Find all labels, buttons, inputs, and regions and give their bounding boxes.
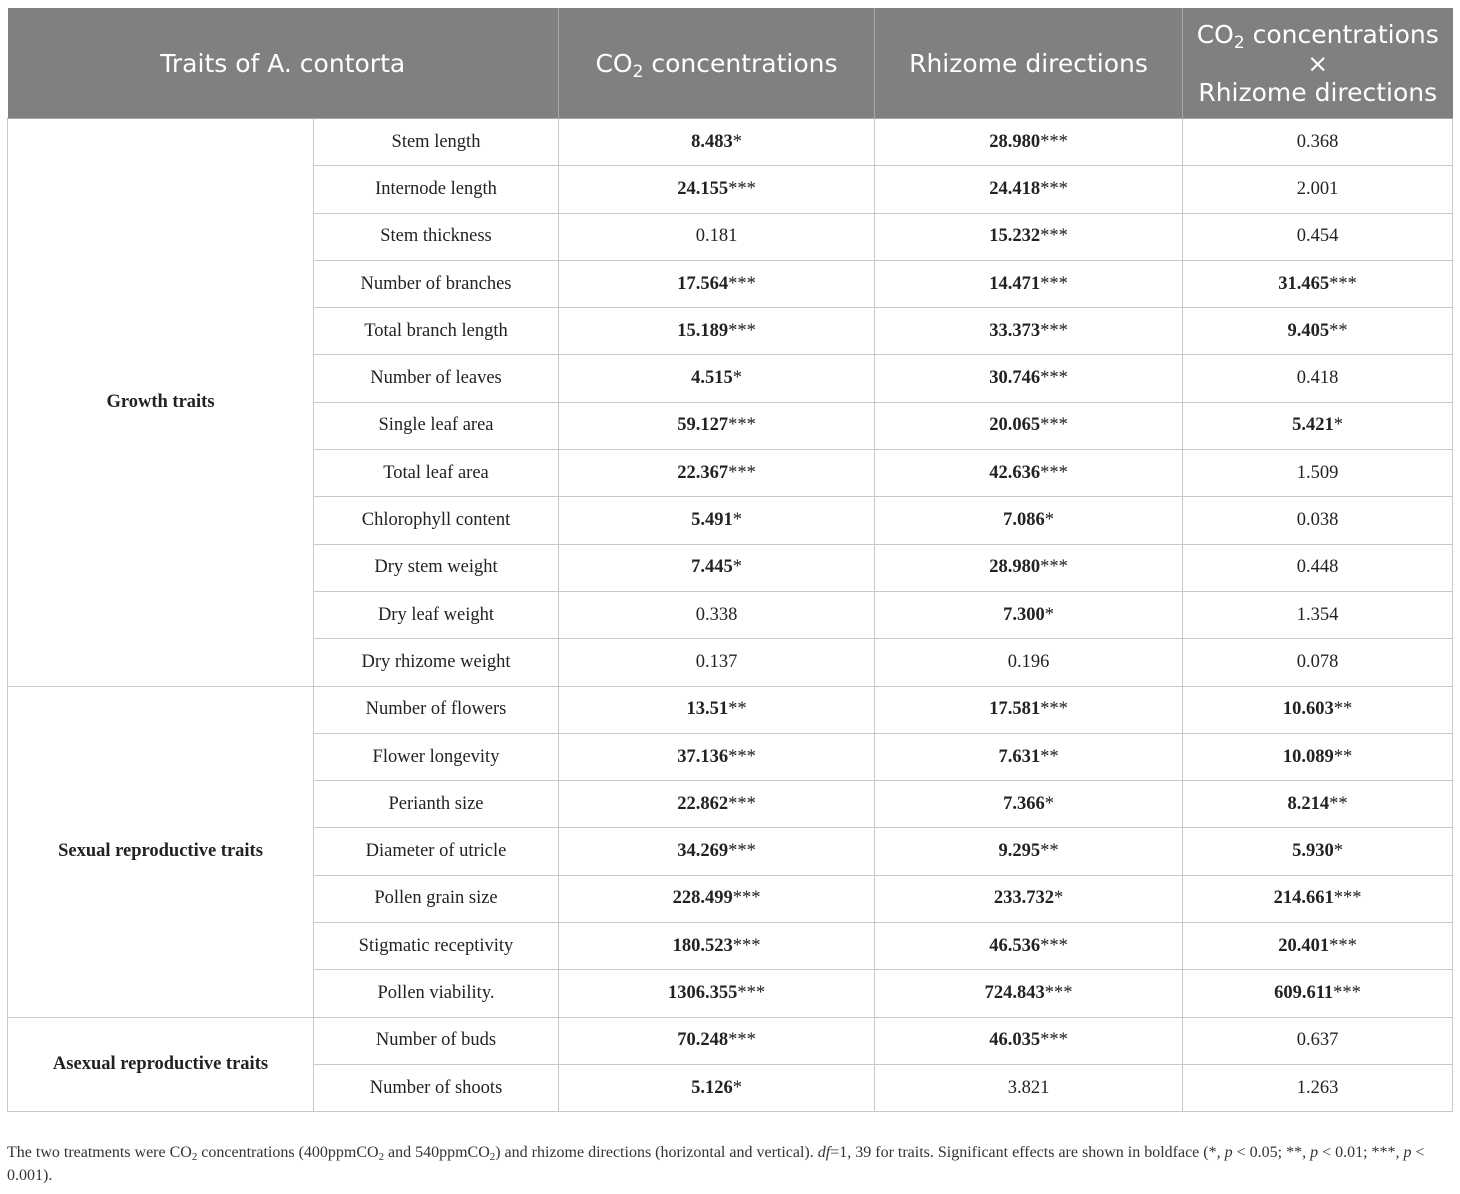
significance-stars: * bbox=[732, 368, 742, 389]
f-value: 22.367 bbox=[677, 462, 729, 483]
table-row bbox=[8, 1017, 1453, 1064]
f-value-cell bbox=[559, 166, 875, 213]
f-value: 30.746 bbox=[989, 368, 1041, 389]
f-value: 0.637 bbox=[1296, 1030, 1339, 1051]
f-value: 0.418 bbox=[1296, 368, 1339, 389]
f-value: 15.189 bbox=[677, 320, 729, 341]
anova-results-table bbox=[7, 8, 1453, 1112]
f-value: 37.136 bbox=[677, 746, 729, 767]
f-value-cell bbox=[559, 1017, 875, 1064]
significance-stars: *** bbox=[1329, 935, 1357, 956]
f-value: 1.354 bbox=[1296, 604, 1339, 625]
trait-name: Total branch length bbox=[314, 308, 559, 355]
significance-stars: *** bbox=[1040, 368, 1068, 389]
trait-name: Number of flowers bbox=[314, 686, 559, 733]
f-value-cell bbox=[875, 875, 1183, 922]
f-value-cell bbox=[559, 733, 875, 780]
f-value: 7.086 bbox=[1003, 510, 1045, 531]
f-value-cell bbox=[875, 544, 1183, 591]
f-value-cell bbox=[1183, 733, 1453, 780]
f-value-cell bbox=[875, 733, 1183, 780]
f-value-cell bbox=[875, 213, 1183, 260]
trait-name: Chlorophyll content bbox=[314, 497, 559, 544]
f-value-cell bbox=[875, 166, 1183, 213]
trait-name: Stigmatic receptivity bbox=[314, 923, 559, 970]
significance-stars: * bbox=[1044, 793, 1054, 814]
f-value: 0.137 bbox=[695, 651, 738, 672]
f-value-cell bbox=[1183, 308, 1453, 355]
trait-name: Single leaf area bbox=[314, 402, 559, 449]
f-value: 5.491 bbox=[691, 510, 733, 531]
significance-stars: * bbox=[1333, 841, 1343, 862]
significance-stars: * bbox=[1044, 510, 1054, 531]
significance-stars: * bbox=[1044, 604, 1054, 625]
significance-stars: ** bbox=[1040, 841, 1059, 862]
f-value: 70.248 bbox=[677, 1030, 729, 1051]
f-value: 0.038 bbox=[1296, 510, 1339, 531]
f-value-cell bbox=[559, 308, 875, 355]
trait-name: Diameter of utricle bbox=[314, 828, 559, 875]
f-value: 0.078 bbox=[1296, 651, 1339, 672]
f-value-cell bbox=[559, 1064, 875, 1111]
f-value: 14.471 bbox=[989, 273, 1041, 294]
f-value-cell bbox=[1183, 923, 1453, 970]
f-value: 228.499 bbox=[672, 888, 733, 909]
significance-stars: *** bbox=[728, 273, 756, 294]
f-value: 7.445 bbox=[691, 557, 733, 578]
significance-stars: ** bbox=[728, 699, 747, 720]
f-value-cell bbox=[1183, 497, 1453, 544]
f-value: 214.661 bbox=[1273, 888, 1334, 909]
table-row bbox=[8, 119, 1453, 166]
f-value-cell bbox=[875, 591, 1183, 638]
f-value: 59.127 bbox=[677, 415, 729, 436]
trait-name: Perianth size bbox=[314, 781, 559, 828]
significance-stars: *** bbox=[728, 462, 756, 483]
significance-stars: *** bbox=[728, 320, 756, 341]
anova-table-container bbox=[7, 8, 1452, 1112]
f-value-cell bbox=[559, 639, 875, 686]
significance-stars: *** bbox=[728, 1030, 756, 1051]
f-value: 7.300 bbox=[1003, 604, 1045, 625]
f-value: 24.155 bbox=[677, 178, 729, 199]
f-value-cell bbox=[875, 355, 1183, 402]
significance-stars: ** bbox=[1329, 793, 1348, 814]
trait-group-label: Asexual reproductive traits bbox=[8, 1017, 314, 1112]
significance-stars: *** bbox=[1040, 1030, 1068, 1051]
f-value-cell bbox=[559, 591, 875, 638]
f-value-cell bbox=[1183, 166, 1453, 213]
f-value-cell bbox=[875, 639, 1183, 686]
f-value: 33.373 bbox=[989, 320, 1041, 341]
f-value-cell bbox=[1183, 875, 1453, 922]
significance-stars: * bbox=[732, 510, 742, 531]
f-value-cell bbox=[559, 970, 875, 1017]
f-value-cell bbox=[875, 308, 1183, 355]
trait-name: Pollen grain size bbox=[314, 875, 559, 922]
trait-name: Number of leaves bbox=[314, 355, 559, 402]
f-value-cell bbox=[875, 923, 1183, 970]
f-value: 34.269 bbox=[677, 841, 729, 862]
f-value-cell bbox=[559, 213, 875, 260]
f-value: 15.232 bbox=[989, 226, 1041, 247]
significance-stars: *** bbox=[1040, 320, 1068, 341]
significance-stars: * bbox=[1053, 888, 1064, 909]
f-value: 22.862 bbox=[677, 793, 729, 814]
f-value-cell bbox=[875, 119, 1183, 166]
f-value: 28.980 bbox=[989, 557, 1041, 578]
trait-name: Dry rhizome weight bbox=[314, 639, 559, 686]
f-value-cell bbox=[1183, 828, 1453, 875]
f-value-cell bbox=[875, 1064, 1183, 1111]
f-value: 180.523 bbox=[672, 935, 733, 956]
f-value: 7.631 bbox=[998, 746, 1041, 767]
f-value: 17.564 bbox=[677, 273, 729, 294]
f-value-cell bbox=[559, 402, 875, 449]
header-interaction: $CO_2$ concentrations × Rhizome directions bbox=[1183, 8, 1453, 119]
trait-name: Internode length bbox=[314, 166, 559, 213]
significance-stars: *** bbox=[1040, 462, 1068, 483]
significance-stars: * bbox=[732, 557, 742, 578]
trait-name: Stem thickness bbox=[314, 213, 559, 260]
significance-stars: * bbox=[1333, 415, 1343, 436]
f-value: 4.515 bbox=[691, 368, 733, 389]
trait-name: Number of branches bbox=[314, 260, 559, 307]
f-value-cell bbox=[559, 450, 875, 497]
f-value: 20.065 bbox=[989, 415, 1041, 436]
f-value: 13.51 bbox=[686, 699, 729, 720]
table-row bbox=[8, 686, 1453, 733]
trait-name: Flower longevity bbox=[314, 733, 559, 780]
f-value-cell bbox=[1183, 544, 1453, 591]
trait-group-label: Sexual reproductive traits bbox=[8, 686, 314, 1017]
significance-stars: *** bbox=[1329, 273, 1357, 294]
significance-stars: ** bbox=[1040, 746, 1059, 767]
f-value: 0.196 bbox=[1007, 651, 1050, 672]
f-value-cell bbox=[1183, 686, 1453, 733]
significance-stars: *** bbox=[1044, 982, 1073, 1003]
f-value: 0.338 bbox=[695, 604, 738, 625]
f-value: 9.295 bbox=[998, 841, 1041, 862]
f-value: 31.465 bbox=[1278, 273, 1330, 294]
f-value: 3.821 bbox=[1007, 1077, 1050, 1098]
f-value: 8.483 bbox=[691, 131, 733, 152]
f-value: 609.611 bbox=[1274, 982, 1334, 1003]
f-value-cell bbox=[875, 686, 1183, 733]
header-co2-concentrations: $CO_2$ concentrations bbox=[559, 8, 875, 119]
f-value: 233.732 bbox=[993, 888, 1054, 909]
f-value-cell bbox=[1183, 639, 1453, 686]
significance-stars: *** bbox=[728, 178, 756, 199]
f-value: 0.181 bbox=[695, 226, 738, 247]
trait-name: Dry stem weight bbox=[314, 544, 559, 591]
f-value-cell bbox=[559, 497, 875, 544]
significance-stars: *** bbox=[1040, 935, 1068, 956]
f-value-cell bbox=[559, 544, 875, 591]
significance-stars: ** bbox=[1333, 746, 1353, 767]
header-rhizome-directions: Rhizome directions bbox=[875, 8, 1183, 119]
table-header-row bbox=[8, 8, 1453, 119]
f-value-cell bbox=[875, 260, 1183, 307]
f-value: 724.843 bbox=[984, 982, 1045, 1003]
f-value: 10.603 bbox=[1282, 699, 1334, 720]
f-value-cell bbox=[1183, 781, 1453, 828]
f-value-cell bbox=[875, 1017, 1183, 1064]
f-value: 46.035 bbox=[989, 1030, 1041, 1051]
trait-name: Total leaf area bbox=[314, 450, 559, 497]
f-value-cell bbox=[559, 875, 875, 922]
f-value: 1.509 bbox=[1296, 462, 1339, 483]
f-value-cell bbox=[559, 781, 875, 828]
significance-stars: *** bbox=[1040, 178, 1068, 199]
f-value: 1306.355 bbox=[667, 982, 738, 1003]
significance-stars: *** bbox=[1333, 982, 1361, 1003]
f-value: 42.636 bbox=[989, 462, 1041, 483]
significance-stars: *** bbox=[1333, 888, 1362, 909]
significance-stars: *** bbox=[1040, 131, 1068, 152]
f-value: 5.930 bbox=[1292, 841, 1334, 862]
f-value-cell bbox=[559, 686, 875, 733]
f-value-cell bbox=[1183, 591, 1453, 638]
f-value: 9.405 bbox=[1287, 320, 1330, 341]
f-value-cell bbox=[875, 450, 1183, 497]
f-value: 24.418 bbox=[989, 178, 1041, 199]
table-body bbox=[8, 119, 1453, 1112]
trait-name: Number of buds bbox=[314, 1017, 559, 1064]
significance-stars: *** bbox=[728, 415, 756, 436]
significance-stars: *** bbox=[1040, 415, 1068, 436]
significance-stars: * bbox=[732, 1077, 742, 1098]
f-value: 1.263 bbox=[1296, 1077, 1339, 1098]
f-value-cell bbox=[875, 402, 1183, 449]
significance-stars: *** bbox=[1040, 699, 1068, 720]
f-value-cell bbox=[559, 828, 875, 875]
f-value-cell bbox=[1183, 402, 1453, 449]
significance-stars: *** bbox=[728, 793, 756, 814]
f-value: 7.366 bbox=[1003, 793, 1045, 814]
f-value-cell bbox=[1183, 1017, 1453, 1064]
trait-name: Number of shoots bbox=[314, 1064, 559, 1111]
f-value: 0.454 bbox=[1296, 226, 1339, 247]
significance-stars: *** bbox=[1040, 226, 1068, 247]
f-value: 0.448 bbox=[1296, 557, 1339, 578]
trait-group-label: Growth traits bbox=[8, 119, 314, 687]
f-value: 46.536 bbox=[989, 935, 1041, 956]
significance-stars: *** bbox=[732, 935, 761, 956]
trait-name: Dry leaf weight bbox=[314, 591, 559, 638]
f-value: 20.401 bbox=[1278, 935, 1330, 956]
f-value-cell bbox=[1183, 1064, 1453, 1111]
f-value: 2.001 bbox=[1296, 178, 1339, 199]
f-value: 5.126 bbox=[691, 1077, 733, 1098]
significance-stars: * bbox=[732, 131, 742, 152]
significance-stars: *** bbox=[728, 841, 756, 862]
significance-stars: *** bbox=[1040, 557, 1068, 578]
f-value-cell bbox=[1183, 970, 1453, 1017]
trait-name: Stem length bbox=[314, 119, 559, 166]
f-value-cell bbox=[1183, 355, 1453, 402]
significance-stars: ** bbox=[1333, 699, 1353, 720]
significance-stars: *** bbox=[1040, 273, 1068, 294]
f-value-cell bbox=[875, 781, 1183, 828]
f-value: 0.368 bbox=[1296, 131, 1339, 152]
significance-stars: *** bbox=[737, 982, 766, 1003]
f-value-cell bbox=[559, 260, 875, 307]
f-value: 28.980 bbox=[989, 131, 1041, 152]
f-value-cell bbox=[559, 923, 875, 970]
f-value-cell bbox=[875, 497, 1183, 544]
f-value-cell bbox=[875, 970, 1183, 1017]
f-value: 8.214 bbox=[1287, 793, 1330, 814]
f-value-cell bbox=[1183, 260, 1453, 307]
f-value: 5.421 bbox=[1292, 415, 1334, 436]
trait-name: Pollen viability. bbox=[314, 970, 559, 1017]
f-value-cell bbox=[559, 355, 875, 402]
table-footnote: The two treatments were $CO_2$ concentrations (400ppmCO$_2$ and 540ppmCO$_2$) and rhizome directions (horizontal and vertical). df=1, 39 for traits. Significant effects are shown in boldface (*, p < 0.05; **, p < 0.01; ***, p < 0.001). bbox=[7, 1144, 1425, 1184]
f-value-cell bbox=[559, 119, 875, 166]
f-value-cell bbox=[1183, 450, 1453, 497]
significance-stars: *** bbox=[728, 746, 756, 767]
f-value-cell bbox=[1183, 119, 1453, 166]
f-value: 10.089 bbox=[1282, 746, 1334, 767]
significance-stars: ** bbox=[1329, 320, 1348, 341]
f-value-cell bbox=[1183, 213, 1453, 260]
significance-stars: *** bbox=[732, 888, 761, 909]
f-value: 17.581 bbox=[989, 699, 1041, 720]
f-value-cell bbox=[875, 828, 1183, 875]
header-traits: Traits of A. contorta bbox=[8, 8, 559, 119]
